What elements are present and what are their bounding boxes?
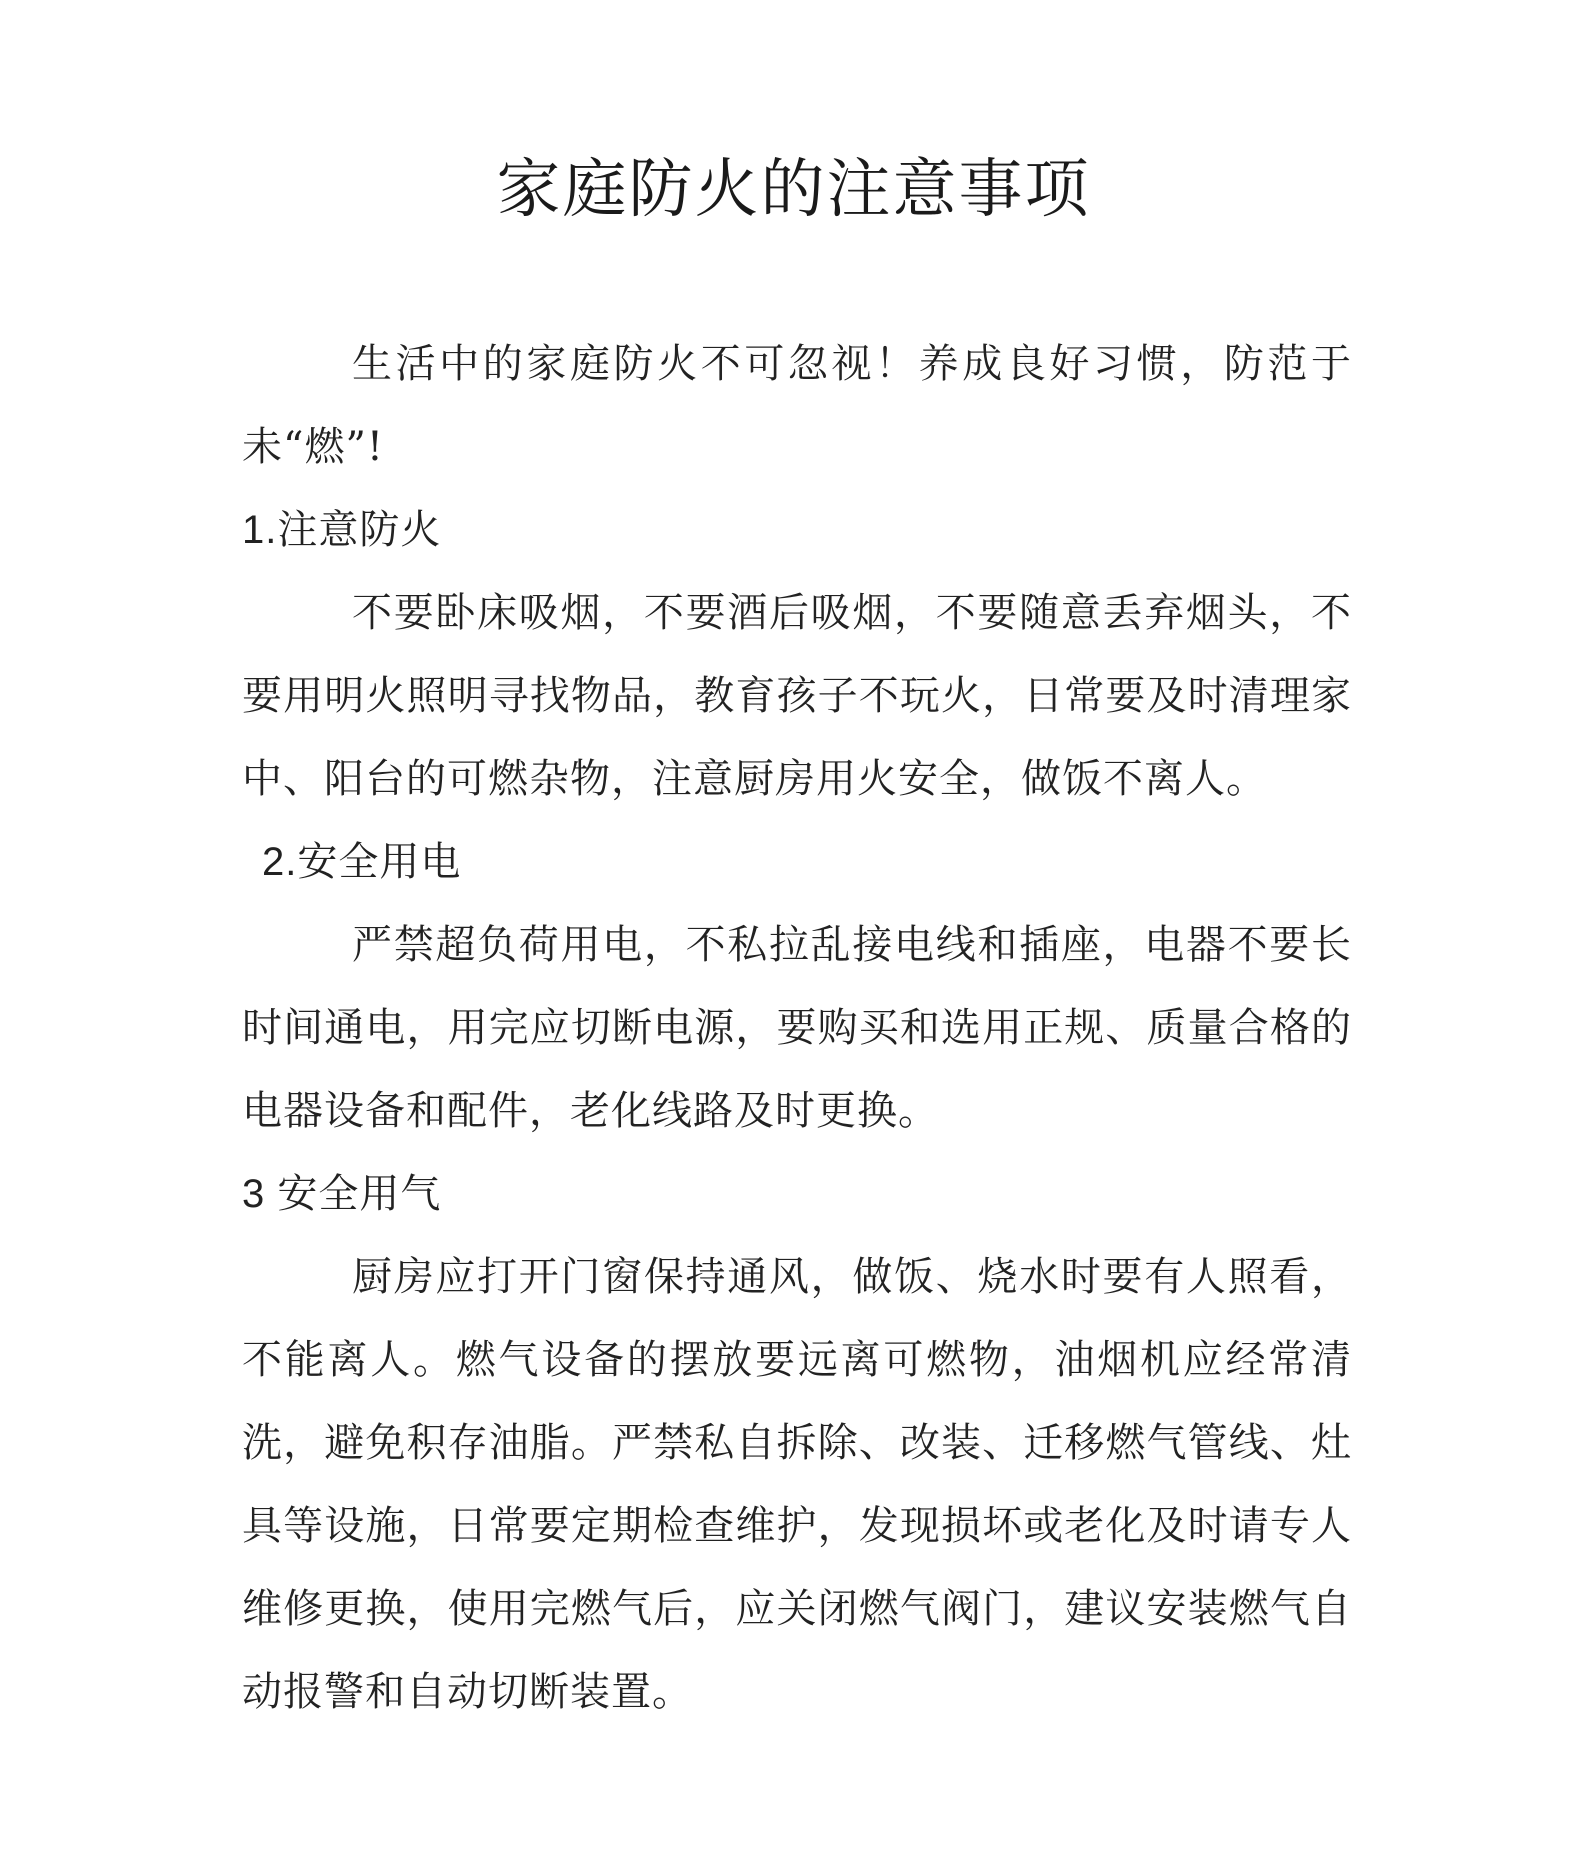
section-heading-fire: 1.注意防火 bbox=[242, 508, 442, 552]
section-body-fire: 不要卧床吸烟，不要酒后吸烟，不要随意丢弃烟头，不要用明火照明寻找物品，教育孩子不玩火，日常要及时清理家中、阳台的可燃杂物，注意厨房用火安全，做饭不离人。 bbox=[242, 590, 1352, 802]
document-title: 家庭防火的注意事项 bbox=[496, 153, 1091, 227]
section-heading-gas: 3 安全用气 bbox=[242, 1172, 442, 1216]
document-body bbox=[242, 323, 1352, 1734]
section-body-electricity: 严禁超负荷用电，不私拉乱接电线和插座，电器不要长时间通电，用完应切断电源，要购买和选用正规、质量合格的电器设备和配件，老化线路及时更换。 bbox=[242, 922, 1352, 1134]
section-body-gas: 厨房应打开门窗保持通风，做饭、烧水时要有人照看，不能离人。燃气设备的摆放要远离可燃物，油烟机应经常清洗，避免积存油脂。严禁私自拆除、改装、迁移燃气管线、灶具等设施，日常要定期检查维护，发现损坏或老化及时请专人维修更换，使用完燃气后，应关闭燃气阀门，建议安装燃气自动报警和自动切断装置。 bbox=[242, 1254, 1352, 1715]
intro-paragraph: 生活中的家庭防火不可忽视！养成良好习惯，防范于未“燃”! bbox=[242, 341, 1352, 470]
section-heading-electricity: 2.安全用电 bbox=[262, 840, 462, 884]
